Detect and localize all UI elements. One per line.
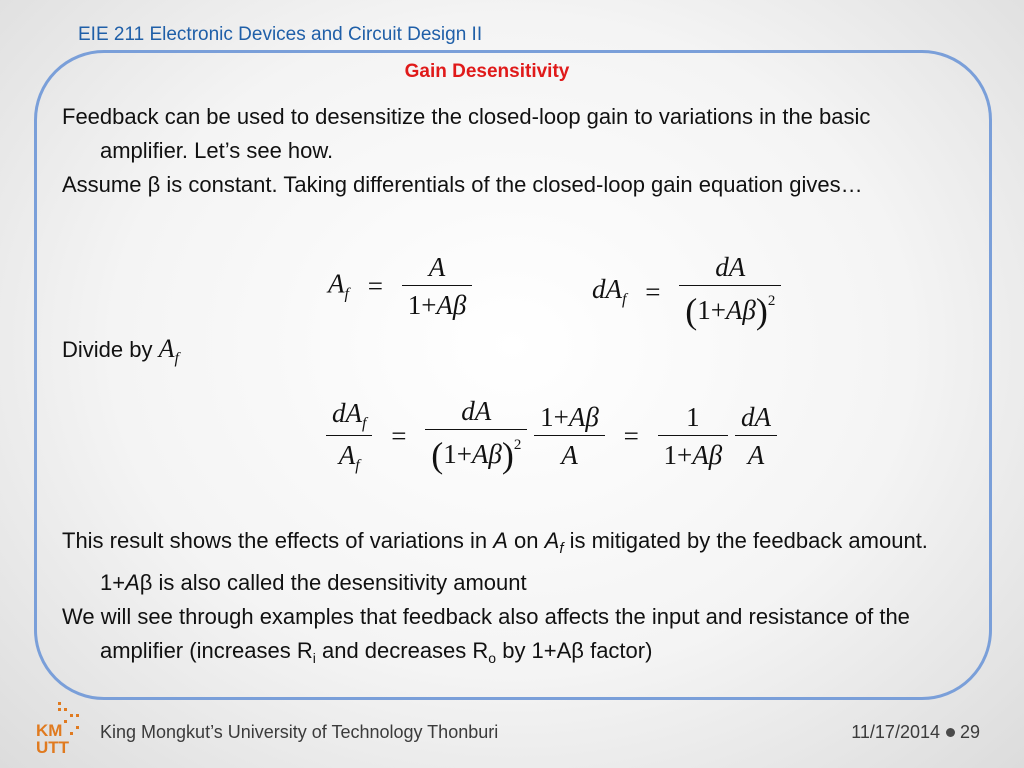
fraction-gain: $\frac{A}{1+A\beta}$ xyxy=(402,252,473,321)
footer-university: King Mongkut’s University of Technology Thonburi xyxy=(100,722,499,742)
svg-text:UTT: UTT xyxy=(36,738,70,756)
fraction-dA-over-square: $\frac{dA}{(1+A\beta)^2}$ xyxy=(425,396,527,476)
course-title: EIE 211 Electronic Devices and Circuit Design II xyxy=(78,24,483,45)
kmutt-logo-icon xyxy=(34,700,86,756)
svg-text:KM: KM xyxy=(36,721,63,740)
paragraph-assume-beta: Assume β is constant. Taking differentials of the closed-loop gain equation gives… xyxy=(62,172,863,197)
fraction-differential: $\frac{dA}{(1+A\beta)^2}$ xyxy=(679,252,781,332)
slide-body xyxy=(62,100,962,202)
paragraph-examples: We will see through examples that feedback also affects the input and resistance of the amplifier (increases $R_i$ and decreases $R_o$ by 1+Aβ factor) xyxy=(62,604,910,666)
footer-bullet xyxy=(946,728,955,737)
footer-date: 11/17/2014 xyxy=(851,722,940,742)
paragraph-result: This result shows the effects of variations in A on $A_f$ is mitigated by the feedback amount. 1+Aβ is also called the desensitivity amount xyxy=(62,528,928,595)
footer-page-number: 29 xyxy=(960,722,981,742)
fraction-desensitivity: $\frac{1}{1+A\beta}$ xyxy=(658,402,729,471)
paragraph-feedback-intro: Feedback can be used to desensitize the closed-loop gain to variations in the basic amplifier. Let’s see how. xyxy=(62,104,871,163)
equation-closed-loop-gain: $A_f$ = $\frac{A}{1+A\beta}$ xyxy=(328,252,472,321)
fraction-dAf-over-Af: $\frac{dA_f}{A_f}$ xyxy=(326,398,372,475)
university-logo xyxy=(34,700,86,756)
fraction-dA-over-A: $\frac{dA}{A}$ xyxy=(735,402,777,471)
slide-title: Gain Desensitivity xyxy=(404,61,570,82)
slide-body-lower xyxy=(62,524,962,675)
fraction-one-plus-ab-over-a: $\frac{1+A\beta}{A}$ xyxy=(534,402,605,471)
equation-differential-gain: $dA_f$ = $\frac{dA}{(1+A\beta)^2}$ xyxy=(592,252,781,332)
paragraph-divide-by: Divide by $A_f$ xyxy=(62,334,179,367)
equation-sensitivity: $\frac{dA_f}{A_f}$ = $\frac{dA}{(1+A\beta)^2}$ $\frac{1+A\beta}{A}$ = $\frac{1}{1+A\beta}$ $\frac{dA}{A}$ xyxy=(326,396,777,476)
